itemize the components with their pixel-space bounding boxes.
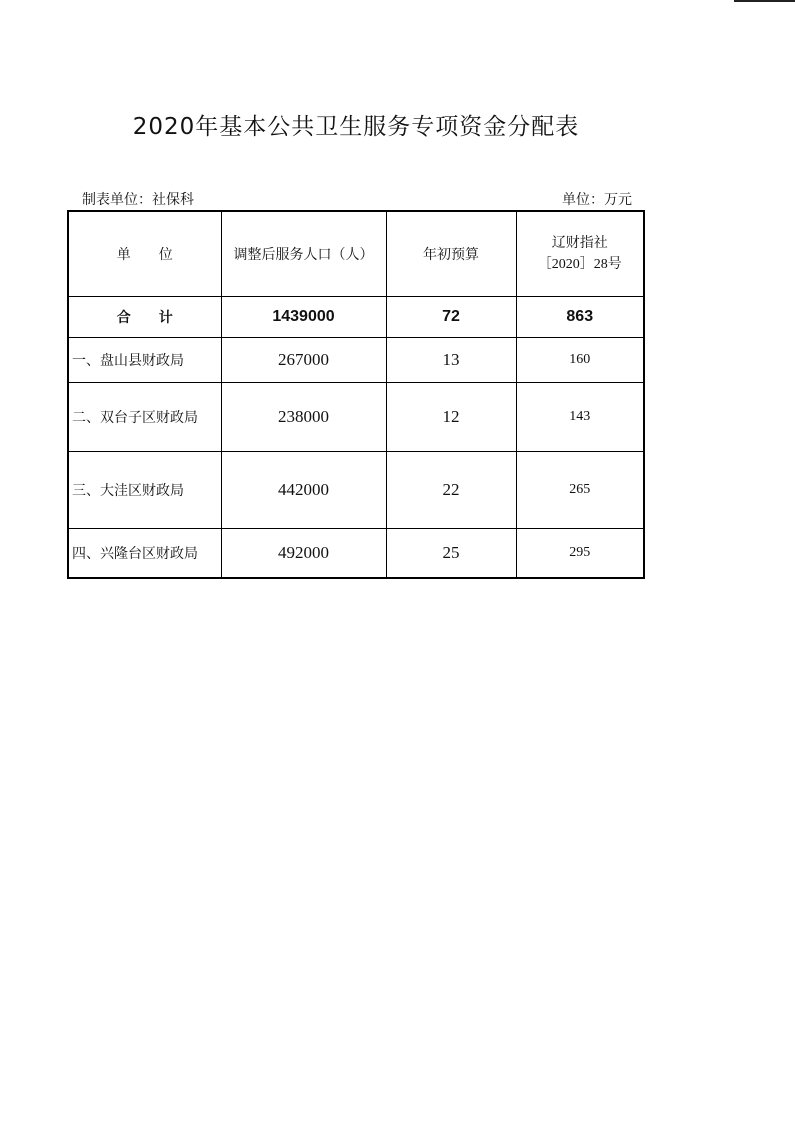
table-total-row bbox=[68, 297, 644, 338]
table-header-row bbox=[68, 211, 644, 297]
allocation-table bbox=[67, 210, 645, 579]
row-initial-budget: 13 bbox=[386, 338, 516, 383]
row-initial-budget: 22 bbox=[386, 452, 516, 529]
table-row bbox=[68, 383, 644, 452]
row-unit: 一、盘山县财政局 bbox=[68, 338, 221, 383]
row-allocation: 160 bbox=[516, 338, 644, 383]
row-allocation: 143 bbox=[516, 383, 644, 452]
row-unit: 四、兴隆台区财政局 bbox=[68, 529, 221, 579]
row-initial-budget: 25 bbox=[386, 529, 516, 579]
table-row bbox=[68, 452, 644, 529]
total-label: 合 计 bbox=[68, 297, 221, 338]
row-population: 267000 bbox=[221, 338, 386, 383]
table-row bbox=[68, 529, 644, 579]
total-population: 1439000 bbox=[221, 297, 386, 338]
row-unit: 三、大洼区财政局 bbox=[68, 452, 221, 529]
header-allocation-line2: ［2020］28号 bbox=[537, 257, 622, 272]
row-population: 492000 bbox=[221, 529, 386, 579]
header-allocation-line1: 辽财指社 bbox=[551, 235, 608, 251]
row-population: 238000 bbox=[221, 383, 386, 452]
row-initial-budget: 12 bbox=[386, 383, 516, 452]
unit-note-label: 单位：万元 bbox=[562, 192, 632, 208]
header-initial-budget: 年初预算 bbox=[386, 211, 516, 297]
header-population: 调整后服务人口（人） bbox=[221, 211, 386, 297]
total-initial-budget: 72 bbox=[386, 297, 516, 338]
row-population: 442000 bbox=[221, 452, 386, 529]
prepared-by-label: 制表单位：社保科 bbox=[82, 192, 194, 208]
document-title: 2020年基本公共卫生服务专项资金分配表 bbox=[132, 114, 580, 140]
table-row bbox=[68, 338, 644, 383]
row-unit: 二、双台子区财政局 bbox=[68, 383, 221, 452]
top-edge-rule bbox=[734, 0, 795, 2]
total-allocation: 863 bbox=[516, 297, 644, 338]
header-allocation bbox=[516, 211, 644, 297]
row-allocation: 295 bbox=[516, 529, 644, 579]
header-unit: 单 位 bbox=[68, 211, 221, 297]
row-allocation: 265 bbox=[516, 452, 644, 529]
